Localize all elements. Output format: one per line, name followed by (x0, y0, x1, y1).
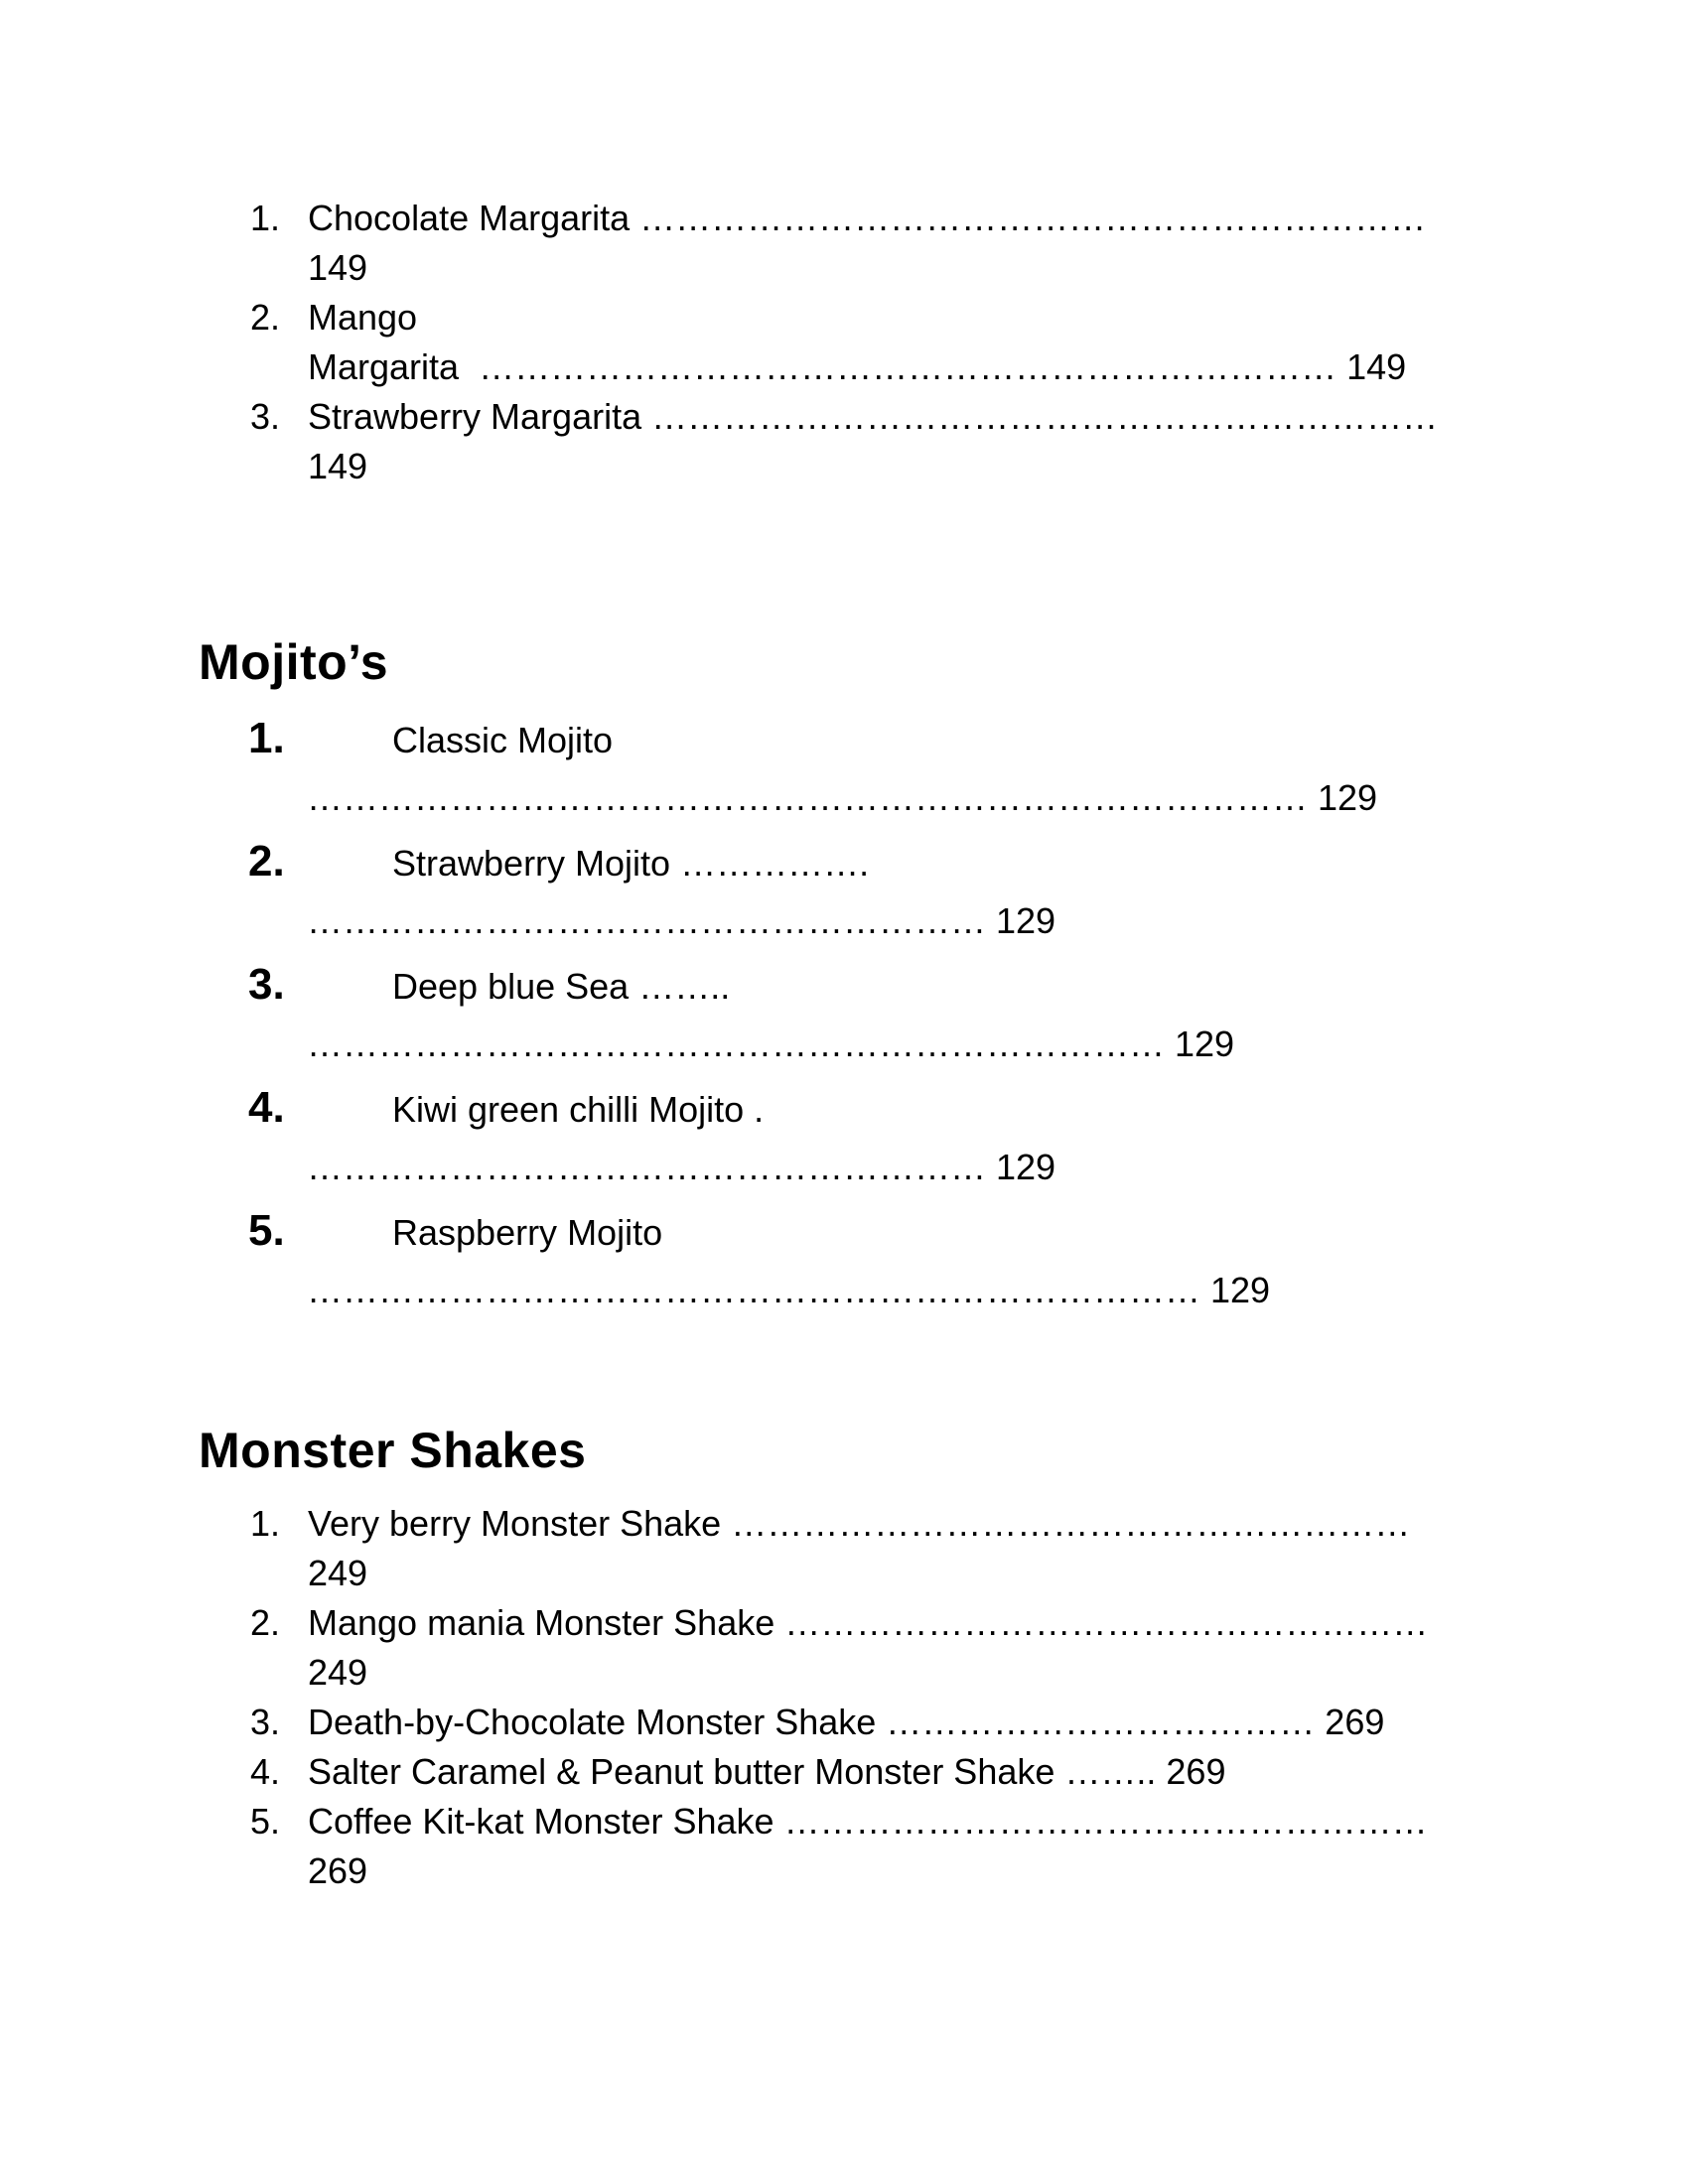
dot-leader: ………………………………………………… (307, 1147, 986, 1187)
dot-leader: ……………………………………………………………… (479, 346, 1337, 387)
dot-leader: ……………………………………………………………… (307, 1024, 1165, 1064)
item-text: Death-by-Chocolate Monster Shake (308, 1702, 887, 1742)
toc-line (250, 1797, 1450, 1846)
toc-line (250, 1549, 1450, 1598)
toc-item (250, 1499, 1450, 1598)
dot-leader: ……………………………………………… (783, 1801, 1428, 1842)
toc-line (248, 1079, 1450, 1139)
margarita-list (250, 194, 1450, 491)
item-text: Kiwi green chilli Mojito . (392, 1089, 765, 1130)
item-number: 5. (250, 1801, 281, 1842)
item-text: Strawberry Mojito (392, 843, 681, 884)
item-text: 129 (986, 900, 1056, 941)
item-text: 249 (308, 1553, 368, 1593)
dot-leader: ………………………………………………………………………… (307, 777, 1308, 818)
toc-line (250, 1648, 1450, 1698)
dot-leader: ………………………………………………… (731, 1503, 1411, 1544)
item-text: 249 (308, 1652, 368, 1693)
toc-item (248, 833, 1450, 950)
toc-item (250, 293, 1450, 392)
item-text: Very berry Monster Shake (308, 1503, 732, 1544)
item-number: 4. (248, 1083, 285, 1132)
dot-leader: ………………………………………………………… (639, 198, 1427, 238)
toc-line (248, 833, 1450, 892)
item-number: 5. (248, 1206, 285, 1255)
toc-item (248, 710, 1450, 827)
item-number: 2. (250, 297, 281, 338)
section-heading-mojitos: Mojito’s (199, 634, 389, 690)
dot-leader: ………………………………………………………… (651, 396, 1439, 437)
item-text: 269 (1156, 1751, 1226, 1792)
toc-line (250, 293, 1450, 342)
item-number: 1. (250, 1503, 281, 1544)
item-text: Mango mania Monster Shake (308, 1602, 785, 1643)
item-number: 3. (248, 960, 285, 1009)
toc-item (248, 1202, 1450, 1319)
toc-item (250, 392, 1450, 491)
toc-item (248, 956, 1450, 1073)
item-text: Raspberry Mojito (392, 1212, 663, 1253)
toc-line (248, 769, 1450, 827)
item-number: 1. (250, 198, 281, 238)
item-text: 149 (308, 446, 368, 486)
toc-line (250, 194, 1450, 243)
toc-line (250, 1698, 1450, 1747)
toc-item (250, 1797, 1450, 1896)
item-text: 129 (1200, 1270, 1271, 1310)
item-text: 129 (1308, 777, 1378, 818)
item-text: 129 (986, 1147, 1056, 1187)
item-text: Strawberry Margarita (308, 396, 652, 437)
dot-leader: ……………………………………………… (784, 1602, 1429, 1643)
item-number: 2. (250, 1602, 281, 1643)
item-text: Deep blue Sea (392, 966, 639, 1007)
item-number: 3. (250, 1702, 281, 1742)
item-text: Mango (308, 297, 418, 338)
item-text: Margarita (308, 346, 480, 387)
toc-line (250, 1747, 1450, 1797)
item-number: 4. (250, 1751, 281, 1792)
section-heading-monster-shakes: Monster Shakes (199, 1423, 587, 1478)
item-text: 129 (1165, 1024, 1235, 1064)
toc-line (248, 956, 1450, 1016)
item-text: …….. (638, 966, 731, 1007)
dot-leader: ………………………………………………………………… (307, 1270, 1200, 1310)
monster-shake-list (250, 1499, 1450, 1896)
toc-line (250, 243, 1450, 293)
toc-line (250, 1598, 1450, 1648)
item-text: Chocolate Margarita (308, 198, 640, 238)
item-text: 149 (308, 247, 368, 288)
item-number: 2. (248, 837, 285, 886)
item-text: …….. (1064, 1751, 1157, 1792)
dot-leader: ……………………………… (886, 1702, 1316, 1742)
toc-item (250, 1747, 1450, 1797)
item-number: 3. (250, 396, 281, 437)
item-text: 269 (308, 1850, 368, 1891)
item-text: ……………. (680, 843, 870, 884)
dot-leader: ………………………………………………… (307, 900, 986, 941)
toc-item (248, 1079, 1450, 1196)
toc-line (250, 392, 1450, 442)
toc-item (250, 1698, 1450, 1747)
item-text: Classic Mojito (392, 720, 614, 760)
item-text: Coffee Kit-kat Monster Shake (308, 1801, 784, 1842)
toc-line (248, 1016, 1450, 1073)
toc-line (248, 710, 1450, 769)
toc-item (250, 1598, 1450, 1698)
toc-line (250, 442, 1450, 491)
toc-line (248, 1139, 1450, 1196)
toc-line (250, 1846, 1450, 1896)
item-number: 1. (248, 714, 285, 762)
toc-line (248, 1202, 1450, 1262)
item-text: 269 (1315, 1702, 1385, 1742)
toc-line (250, 1499, 1450, 1549)
toc-line (248, 1262, 1450, 1319)
toc-line (250, 342, 1450, 392)
item-text: 149 (1336, 346, 1407, 387)
toc-item (250, 194, 1450, 293)
mojito-list (248, 710, 1450, 1319)
item-text: Salter Caramel & Peanut butter Monster Shake (308, 1751, 1065, 1792)
toc-line (248, 892, 1450, 950)
